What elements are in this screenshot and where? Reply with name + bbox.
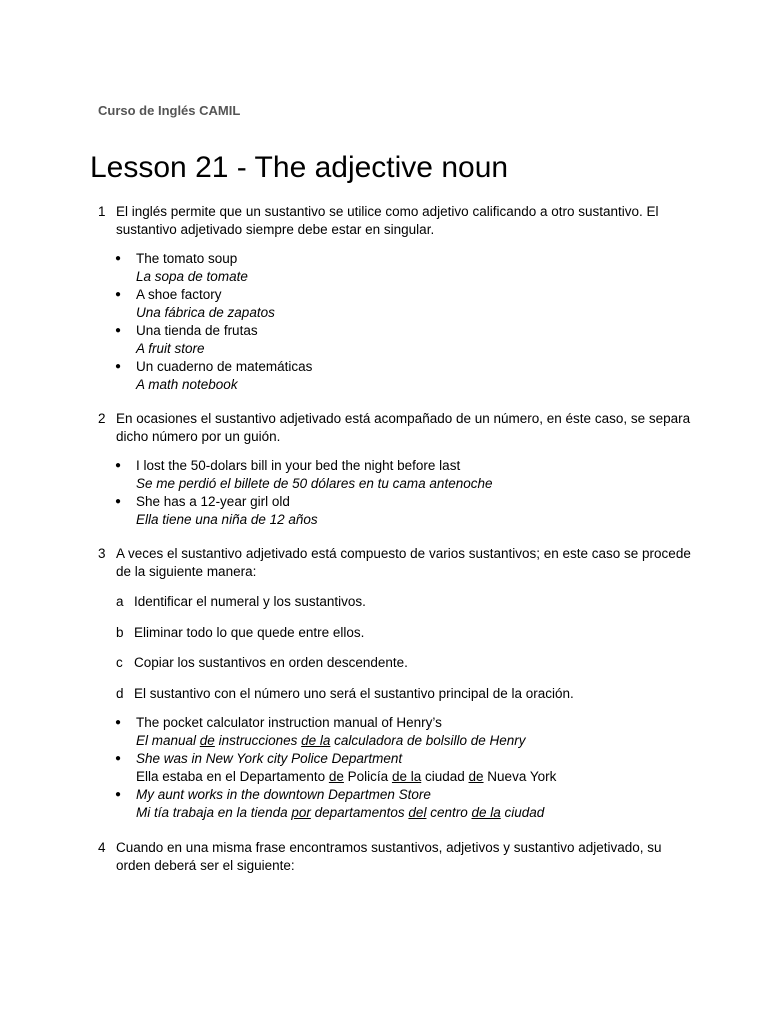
example-english: She has a 12-year girl old [136, 494, 290, 509]
step-letter: b [116, 624, 124, 640]
example-translation: Se me perdió el billete de 50 dólares en tu cama antenoche [136, 476, 493, 491]
bullet-icon: ● [115, 460, 122, 471]
example-translation: La sopa de tomate [136, 269, 248, 284]
example-english: A shoe factory [136, 287, 222, 302]
list-item [98, 786, 698, 822]
example-english: The pocket calculator instruction manual of Henry’s [136, 715, 442, 730]
list-item [98, 750, 698, 786]
list-item [98, 457, 698, 493]
list-item [98, 286, 698, 322]
example-translation: Una fábrica de zapatos [136, 305, 275, 320]
bullet-icon: ● [115, 289, 122, 300]
example-english: The tomato soup [136, 251, 238, 266]
example-list [98, 250, 698, 394]
example-english: She was in New York city Police Department [136, 751, 403, 766]
section-number: 2 [98, 411, 106, 426]
step-item [116, 685, 698, 703]
step-item [116, 654, 698, 672]
example-list [98, 457, 698, 529]
list-item [98, 358, 698, 394]
bullet-icon: ● [115, 789, 122, 800]
section-3 [98, 545, 698, 822]
step-letter: c [116, 655, 123, 670]
lesson-title: Lesson 21 - The adjective noun [90, 151, 509, 184]
step-letter: a [116, 594, 124, 609]
step-text: Identificar el numeral y los sustantivos. [134, 594, 366, 609]
example-english: Un cuaderno de matemáticas [136, 359, 313, 374]
example-translation: Mi tía trabaja en la tienda por departamentos del centro de la ciudad [136, 805, 545, 820]
section-text: Cuando en una misma frase encontramos sustantivos, adjetivos y sustantivo adjetivado, su orden deberá ser el siguiente: [116, 840, 662, 873]
example-translation: Ella tiene una niña de 12 años [136, 512, 318, 527]
section-2 [98, 410, 698, 529]
section-number: 3 [98, 546, 106, 561]
step-text: Copiar los sustantivos en orden descendente. [134, 655, 408, 670]
step-text: El sustantivo con el número uno será el sustantivo principal de la oración. [134, 685, 574, 701]
example-translation: A math notebook [136, 377, 238, 392]
list-item [98, 493, 698, 529]
example-translation: A fruit store [136, 341, 205, 356]
section-text: El inglés permite que un sustantivo se utilice como adjetivo calificando a otro sustantivo. El sustantivo adjetivado siempre debe estar en singular. [116, 204, 659, 237]
step-item [116, 624, 698, 642]
section-4 [98, 839, 698, 875]
step-letter: d [116, 685, 124, 701]
bullet-icon: ● [115, 717, 122, 728]
document-header: Curso de Inglés CAMIL [98, 103, 241, 118]
step-text: Eliminar todo lo que quede entre ellos. [134, 624, 365, 640]
section-number: 1 [98, 204, 106, 219]
bullet-icon: ● [115, 325, 122, 336]
list-item [98, 322, 698, 358]
bullet-icon: ● [115, 753, 122, 764]
example-list [98, 714, 698, 822]
list-item [98, 714, 698, 750]
example-english: Una tienda de frutas [136, 323, 258, 338]
example-english: I lost the 50-dolars bill in your bed the night before last [136, 458, 461, 473]
bullet-icon: ● [115, 496, 122, 507]
bullet-icon: ● [115, 361, 122, 372]
section-text: A veces el sustantivo adjetivado está compuesto de varios sustantivos; en este caso se procede de la siguiente manera: [116, 546, 691, 579]
section-number: 4 [98, 840, 106, 855]
example-english: My aunt works in the downtown Departmen Store [136, 787, 431, 802]
bullet-icon: ● [115, 253, 122, 264]
section-text: En ocasiones el sustantivo adjetivado está acompañado de un número, en éste caso, se separa dicho número por un guión. [116, 411, 691, 444]
list-item [98, 250, 698, 286]
example-translation: Ella estaba en el Departamento de Policía de la ciudad de Nueva York [136, 769, 557, 784]
step-item [116, 593, 698, 611]
section-1 [98, 203, 698, 394]
example-translation: El manual de instrucciones de la calculadora de bolsillo de Henry [136, 733, 526, 748]
